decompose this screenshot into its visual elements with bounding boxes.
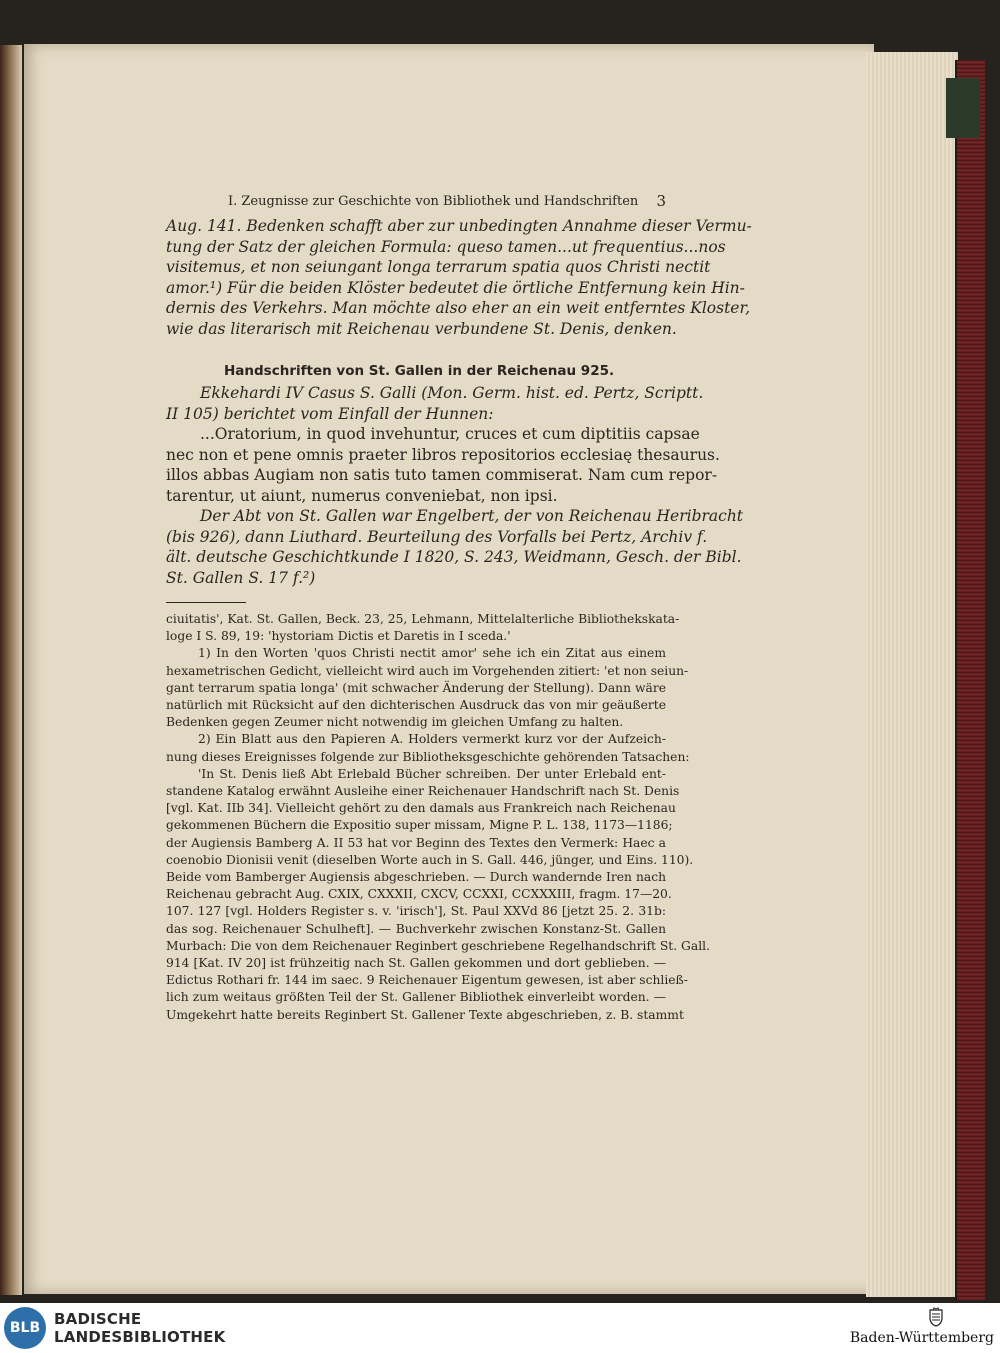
footnote-1 [166, 645, 689, 731]
running-head-title: I. Zeugnisse zur Geschichte von Bibliothek und Handschriften [228, 194, 639, 209]
text-line: St. Gallen S. 17 f.²) [166, 568, 316, 587]
page-text [166, 188, 752, 1024]
page-stack-edge [866, 52, 958, 1297]
footnote-line: das sog. Reichenauer Schulheft]. — Buchverkehr zwischen Konstanz-St. Gallen [166, 921, 666, 936]
footnote-line: natürlich mit Rücksicht auf den dichterischen Ausdruck das von mir geäußerte [166, 698, 666, 713]
footnote-line: gant terrarum spatia longa' (mit schwacher Änderung der Stellung). Dann wäre [166, 680, 666, 695]
text-line: nec non et pene omnis praeter libros repositorios ecclesiaę thesaurus. [166, 445, 720, 464]
library-name[interactable] [54, 1310, 225, 1346]
footnote-line: 'In St. Denis ließ Abt Erlebald Bücher schreiben. Der unter Erlebald ent- [198, 766, 666, 781]
footnote-line: 1) In den Worten 'quos Christi nectit amor' sehe ich ein Zitat aus einem [198, 646, 666, 661]
footnote-divider [166, 602, 246, 603]
ekkehard-paragraph [166, 383, 704, 424]
footnote-line: standene Katalog erwähnt Ausleihe einer Reichenauer Handschrift nach St. Denis [166, 784, 680, 799]
footnote-line: Reichenau gebracht Aug. CXIX, CXXXII, CXCV, CCXXI, CCXXXIII, fragm. 17—20. [166, 887, 672, 902]
running-head [166, 188, 666, 216]
footnote-line: Edictus Rothari fr. 144 im saec. 9 Reichenauer Eigentum gewesen, ist aber schließ- [166, 973, 688, 988]
footnote-line: ciuitatis', Kat. St. Gallen, Beck. 23, 25, Lehmann, Mittelalterliche Bibliothekskata- [166, 612, 680, 626]
left-page-edge [0, 45, 22, 1295]
text-line: (bis 926), dann Liuthard. Beurteilung des Vorfalls bei Pertz, Archiv f. [166, 527, 708, 546]
book-cover-edge [955, 60, 985, 1300]
footnote-line: loge I S. 89, 19: 'hystoriam Dictis et Daretis in I sceda.' [166, 629, 511, 644]
text-line: illos abbas Augiam non satis tuto tamen commiserat. Nam cum repor- [166, 466, 718, 484]
library-name-line1: BADISCHE [54, 1310, 142, 1328]
text-line: Der Abt von St. Gallen war Engelbert, der von Reichenau Heribracht [200, 507, 744, 525]
intro-paragraph [166, 216, 752, 339]
footnote-line: lich zum weitaus größten Teil der St. Gallener Bibliothek einverleibt worden. — [166, 990, 666, 1005]
text-line: amor.¹) Für die beiden Klöster bedeutet die örtliche Entfernung kein Hin- [166, 278, 745, 297]
footer-bar [0, 1303, 1000, 1353]
footnote-line: Murbach: Die von dem Reichenauer Reginbert geschriebene Regelhandschrift St. Gall. [166, 938, 710, 953]
footnote-line: Bedenken gegen Zeumer nicht notwendig im gleichen Umfang zu halten. [166, 715, 624, 730]
page-number: 3 [656, 192, 666, 210]
footnote-line: Umgekehrt hatte bereits Reginbert St. Gallener Texte abgeschrieben, z. B. stammt [166, 1007, 684, 1022]
text-line: tarentur, ut aiunt, numerus conveniebat, non ipsi. [166, 486, 558, 505]
footnote-line: 914 [Kat. IV 20] ist frühzeitig nach St. Gallen gekommen und dort geblieben. — [166, 956, 666, 971]
text-line: ält. deutsche Geschichtkunde I 1820, S. 243, Weidmann, Gesch. der Bibl. [166, 548, 742, 566]
blb-logo-icon[interactable]: BLB [4, 1307, 46, 1349]
book-cover-corner [946, 78, 980, 138]
footnote-line: gekommenen Büchern die Expositio super missam, Migne P. L. 138, 1173—1186; [166, 818, 673, 833]
footnote-2 [166, 731, 710, 1023]
coat-of-arms-icon [928, 1307, 944, 1327]
text-line: II 105) berichtet vom Einfall der Hunnen: [166, 404, 494, 423]
text-line: wie das literarisch mit Reichenau verbundene St. Denis, denken. [166, 319, 677, 338]
latin-quote [166, 424, 720, 506]
text-line: ...Oratorium, in quod invehuntur, cruces et cum diptitiis capsae [200, 425, 700, 443]
footnote-line: 107. 127 [vgl. Holders Register s. v. 'irisch'], St. Paul XXVd 86 [jetzt 25. 2. 31b: [166, 904, 666, 919]
abt-paragraph [166, 506, 744, 588]
section-heading: Handschriften von St. Gallen in der Reichenau 925. [224, 363, 615, 379]
footnote-line: hexametrischen Gedicht, vielleicht wird auch im Vorgehenden zitiert: 'et non seiun- [166, 663, 689, 678]
text-line: Ekkehardi IV Casus S. Galli (Mon. Germ. hist. ed. Pertz, Scriptt. [200, 384, 704, 402]
region-name[interactable]: Baden-Württemberg [849, 1330, 994, 1346]
footnote-line: der Augiensis Bamberg A. II 53 hat vor Beginn des Textes den Vermerk: Haec a [166, 835, 666, 850]
footnote-line: [vgl. Kat. IIb 34]. Vielleicht gehört zu den damals aus Frankreich nach Reichenau [166, 801, 676, 816]
footnote-continuation [166, 611, 680, 645]
footnote-line: Beide vom Bamberger Augiensis abgeschrieben. — Durch wandernde Iren nach [166, 870, 666, 885]
footnote-line: coenobio Dionisii venit (dieselben Worte auch in S. Gall. 446, jünger, und Eins. 110). [166, 852, 694, 867]
library-name-line2: LANDESBIBLIOTHEK [54, 1328, 226, 1346]
text-line: dernis des Verkehrs. Man möchte also eher an ein weit entferntes Kloster, [166, 299, 751, 317]
text-line: Aug. 141. Bedenken schafft aber zur unbedingten Annahme dieser Vermu- [166, 217, 752, 235]
footnote-line: nung dieses Ereignisses folgende zur Bibliotheksgeschichte gehörenden Tatsachen: [166, 749, 690, 764]
text-line: tung der Satz der gleichen Formula: queso tamen...ut frequentius...nos [166, 237, 726, 256]
footnote-line: 2) Ein Blatt aus den Papieren A. Holders vermerkt kurz vor der Aufzeich- [198, 732, 666, 747]
text-line: visitemus, et non seiungant longa terrarum spatia quos Christi nectit [166, 258, 711, 276]
